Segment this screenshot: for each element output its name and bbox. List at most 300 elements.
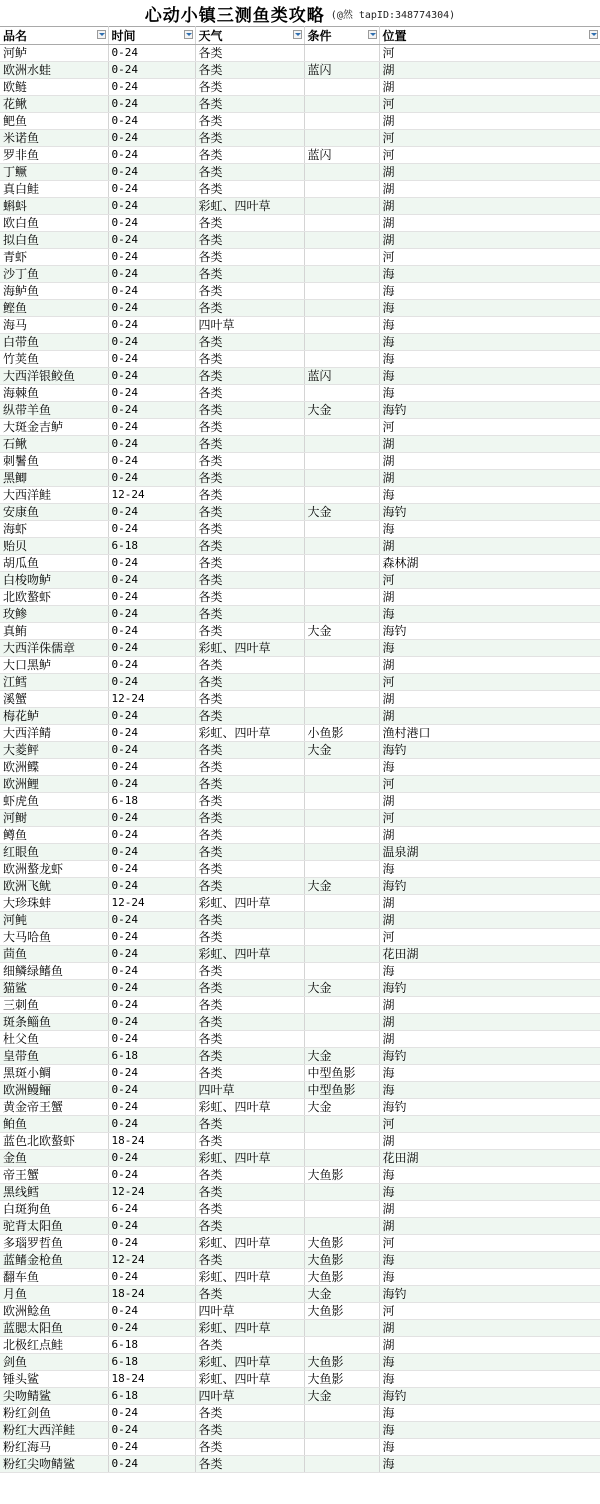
location-cell[interactable]: 海 <box>379 334 600 351</box>
fish-name-cell[interactable]: 欧洲鲶鱼 <box>0 1303 108 1320</box>
fish-name-cell[interactable]: 蓝腮太阳鱼 <box>0 1320 108 1337</box>
condition-cell[interactable] <box>304 895 379 912</box>
condition-cell[interactable] <box>304 946 379 963</box>
time-cell[interactable]: 18-24 <box>108 1286 195 1303</box>
weather-cell[interactable]: 彩虹、四叶草 <box>195 1150 304 1167</box>
time-cell[interactable]: 0-24 <box>108 198 195 215</box>
location-cell[interactable]: 湖 <box>379 895 600 912</box>
location-cell[interactable]: 海 <box>379 1082 600 1099</box>
fish-name-cell[interactable]: 大西洋鲭 <box>0 725 108 742</box>
time-cell[interactable]: 12-24 <box>108 1184 195 1201</box>
weather-cell[interactable]: 各类 <box>195 538 304 555</box>
column-header-weather[interactable] <box>195 27 304 45</box>
location-cell[interactable]: 湖 <box>379 793 600 810</box>
location-cell[interactable]: 湖 <box>379 657 600 674</box>
fish-name-cell[interactable]: 黑线鳕 <box>0 1184 108 1201</box>
filter-dropdown-icon[interactable] <box>97 30 106 39</box>
fish-name-cell[interactable]: 细鳞绿鳍鱼 <box>0 963 108 980</box>
condition-cell[interactable]: 大鱼影 <box>304 1252 379 1269</box>
weather-cell[interactable]: 彩虹、四叶草 <box>195 1371 304 1388</box>
time-cell[interactable]: 0-24 <box>108 1235 195 1252</box>
condition-cell[interactable] <box>304 589 379 606</box>
time-cell[interactable]: 0-24 <box>108 963 195 980</box>
fish-name-cell[interactable]: 鲣鱼 <box>0 300 108 317</box>
condition-cell[interactable] <box>304 181 379 198</box>
fish-name-cell[interactable]: 大菱鲆 <box>0 742 108 759</box>
weather-cell[interactable]: 各类 <box>195 232 304 249</box>
location-cell[interactable]: 海 <box>379 861 600 878</box>
fish-name-cell[interactable]: 丁鳜 <box>0 164 108 181</box>
weather-cell[interactable]: 各类 <box>195 606 304 623</box>
condition-cell[interactable] <box>304 232 379 249</box>
location-cell[interactable]: 海 <box>379 640 600 657</box>
time-cell[interactable]: 0-24 <box>108 351 195 368</box>
location-cell[interactable]: 湖 <box>379 232 600 249</box>
fish-name-cell[interactable]: 鲌鱼 <box>0 1116 108 1133</box>
time-cell[interactable]: 0-24 <box>108 419 195 436</box>
fish-name-cell[interactable]: 米诺鱼 <box>0 130 108 147</box>
weather-cell[interactable]: 彩虹、四叶草 <box>195 640 304 657</box>
fish-name-cell[interactable]: 真白鲑 <box>0 181 108 198</box>
condition-cell[interactable] <box>304 334 379 351</box>
condition-cell[interactable] <box>304 249 379 266</box>
time-cell[interactable]: 0-24 <box>108 1031 195 1048</box>
fish-name-cell[interactable]: 白带鱼 <box>0 334 108 351</box>
condition-cell[interactable] <box>304 572 379 589</box>
location-cell[interactable]: 海 <box>379 1405 600 1422</box>
location-cell[interactable]: 海 <box>379 351 600 368</box>
fish-name-cell[interactable]: 欧洲螯龙虾 <box>0 861 108 878</box>
time-cell[interactable]: 0-24 <box>108 878 195 895</box>
condition-cell[interactable] <box>304 266 379 283</box>
location-cell[interactable]: 湖 <box>379 453 600 470</box>
weather-cell[interactable]: 各类 <box>195 1184 304 1201</box>
time-cell[interactable]: 0-24 <box>108 1082 195 1099</box>
fish-name-cell[interactable]: 欧鲢 <box>0 79 108 96</box>
time-cell[interactable]: 0-24 <box>108 1167 195 1184</box>
time-cell[interactable]: 0-24 <box>108 1116 195 1133</box>
weather-cell[interactable]: 各类 <box>195 436 304 453</box>
condition-cell[interactable] <box>304 1133 379 1150</box>
fish-name-cell[interactable]: 大西洋银鲛鱼 <box>0 368 108 385</box>
condition-cell[interactable] <box>304 1218 379 1235</box>
time-cell[interactable]: 0-24 <box>108 1405 195 1422</box>
condition-cell[interactable] <box>304 113 379 130</box>
fish-name-cell[interactable]: 北极红点鲑 <box>0 1337 108 1354</box>
time-cell[interactable]: 0-24 <box>108 1065 195 1082</box>
weather-cell[interactable]: 各类 <box>195 487 304 504</box>
weather-cell[interactable]: 各类 <box>195 555 304 572</box>
weather-cell[interactable]: 各类 <box>195 62 304 79</box>
time-cell[interactable]: 0-24 <box>108 623 195 640</box>
condition-cell[interactable] <box>304 844 379 861</box>
condition-cell[interactable]: 大金 <box>304 1048 379 1065</box>
location-cell[interactable]: 海 <box>379 368 600 385</box>
time-cell[interactable]: 0-24 <box>108 725 195 742</box>
location-cell[interactable]: 海 <box>379 1422 600 1439</box>
fish-name-cell[interactable]: 刺鬐鱼 <box>0 453 108 470</box>
condition-cell[interactable] <box>304 470 379 487</box>
location-cell[interactable]: 海钓 <box>379 878 600 895</box>
weather-cell[interactable]: 各类 <box>195 45 304 62</box>
time-cell[interactable]: 0-24 <box>108 402 195 419</box>
time-cell[interactable]: 0-24 <box>108 1303 195 1320</box>
location-cell[interactable]: 海 <box>379 1167 600 1184</box>
weather-cell[interactable]: 彩虹、四叶草 <box>195 895 304 912</box>
location-cell[interactable]: 湖 <box>379 1014 600 1031</box>
column-header-location[interactable] <box>379 27 600 45</box>
location-cell[interactable]: 河 <box>379 419 600 436</box>
condition-cell[interactable]: 大金 <box>304 402 379 419</box>
location-cell[interactable]: 海 <box>379 963 600 980</box>
weather-cell[interactable]: 各类 <box>195 215 304 232</box>
time-cell[interactable]: 0-24 <box>108 640 195 657</box>
location-cell[interactable]: 湖 <box>379 708 600 725</box>
condition-cell[interactable] <box>304 419 379 436</box>
time-cell[interactable]: 0-24 <box>108 674 195 691</box>
weather-cell[interactable]: 各类 <box>195 334 304 351</box>
fish-name-cell[interactable]: 欧白鱼 <box>0 215 108 232</box>
weather-cell[interactable]: 各类 <box>195 1048 304 1065</box>
fish-name-cell[interactable]: 三刺鱼 <box>0 997 108 1014</box>
location-cell[interactable]: 湖 <box>379 912 600 929</box>
time-cell[interactable]: 0-24 <box>108 759 195 776</box>
location-cell[interactable]: 湖 <box>379 997 600 1014</box>
time-cell[interactable]: 18-24 <box>108 1371 195 1388</box>
time-cell[interactable]: 0-24 <box>108 606 195 623</box>
fish-name-cell[interactable]: 杜父鱼 <box>0 1031 108 1048</box>
weather-cell[interactable]: 各类 <box>195 453 304 470</box>
weather-cell[interactable]: 各类 <box>195 776 304 793</box>
location-cell[interactable]: 海 <box>379 385 600 402</box>
time-cell[interactable]: 6-18 <box>108 538 195 555</box>
time-cell[interactable]: 0-24 <box>108 130 195 147</box>
condition-cell[interactable]: 大金 <box>304 980 379 997</box>
location-cell[interactable]: 海 <box>379 1065 600 1082</box>
weather-cell[interactable]: 各类 <box>195 266 304 283</box>
condition-cell[interactable] <box>304 929 379 946</box>
fish-name-cell[interactable]: 鲃鱼 <box>0 113 108 130</box>
location-cell[interactable]: 河 <box>379 929 600 946</box>
time-cell[interactable]: 0-24 <box>108 317 195 334</box>
condition-cell[interactable] <box>304 674 379 691</box>
fish-name-cell[interactable]: 拟白鱼 <box>0 232 108 249</box>
condition-cell[interactable] <box>304 691 379 708</box>
fish-name-cell[interactable]: 纵带羊鱼 <box>0 402 108 419</box>
condition-cell[interactable] <box>304 861 379 878</box>
condition-cell[interactable] <box>304 453 379 470</box>
fish-name-cell[interactable]: 粉红大西洋鲑 <box>0 1422 108 1439</box>
fish-name-cell[interactable]: 多瑙罗哲鱼 <box>0 1235 108 1252</box>
location-cell[interactable]: 湖 <box>379 589 600 606</box>
condition-cell[interactable] <box>304 1439 379 1456</box>
fish-name-cell[interactable]: 驼背太阳鱼 <box>0 1218 108 1235</box>
location-cell[interactable]: 海 <box>379 1439 600 1456</box>
weather-cell[interactable]: 各类 <box>195 963 304 980</box>
weather-cell[interactable]: 彩虹、四叶草 <box>195 1320 304 1337</box>
weather-cell[interactable]: 各类 <box>195 79 304 96</box>
weather-cell[interactable]: 各类 <box>195 1201 304 1218</box>
fish-name-cell[interactable]: 蓝色北欧螯虾 <box>0 1133 108 1150</box>
time-cell[interactable]: 0-24 <box>108 249 195 266</box>
fish-name-cell[interactable]: 锤头鲨 <box>0 1371 108 1388</box>
time-cell[interactable]: 0-24 <box>108 266 195 283</box>
condition-cell[interactable] <box>304 130 379 147</box>
time-cell[interactable]: 0-24 <box>108 436 195 453</box>
location-cell[interactable]: 海 <box>379 283 600 300</box>
fish-name-cell[interactable]: 粉红海马 <box>0 1439 108 1456</box>
fish-name-cell[interactable]: 贻贝 <box>0 538 108 555</box>
fish-name-cell[interactable]: 黑鲫 <box>0 470 108 487</box>
time-cell[interactable]: 0-24 <box>108 521 195 538</box>
time-cell[interactable]: 0-24 <box>108 657 195 674</box>
weather-cell[interactable]: 各类 <box>195 844 304 861</box>
location-cell[interactable]: 湖 <box>379 113 600 130</box>
time-cell[interactable]: 0-24 <box>108 1099 195 1116</box>
fish-name-cell[interactable]: 河鲀 <box>0 912 108 929</box>
time-cell[interactable]: 0-24 <box>108 215 195 232</box>
condition-cell[interactable] <box>304 198 379 215</box>
condition-cell[interactable] <box>304 963 379 980</box>
weather-cell[interactable]: 彩虹、四叶草 <box>195 1269 304 1286</box>
time-cell[interactable]: 0-24 <box>108 589 195 606</box>
time-cell[interactable]: 12-24 <box>108 691 195 708</box>
condition-cell[interactable] <box>304 912 379 929</box>
location-cell[interactable]: 海 <box>379 266 600 283</box>
column-header-name[interactable] <box>0 27 108 45</box>
condition-cell[interactable]: 大金 <box>304 1388 379 1405</box>
weather-cell[interactable]: 各类 <box>195 147 304 164</box>
weather-cell[interactable]: 各类 <box>195 1116 304 1133</box>
time-cell[interactable]: 0-24 <box>108 300 195 317</box>
fish-name-cell[interactable]: 尖吻鲭鲨 <box>0 1388 108 1405</box>
location-cell[interactable]: 海钓 <box>379 980 600 997</box>
condition-cell[interactable] <box>304 164 379 181</box>
location-cell[interactable]: 湖 <box>379 1218 600 1235</box>
weather-cell[interactable]: 各类 <box>195 793 304 810</box>
location-cell[interactable]: 河 <box>379 249 600 266</box>
fish-name-cell[interactable]: 海虾 <box>0 521 108 538</box>
weather-cell[interactable]: 彩虹、四叶草 <box>195 946 304 963</box>
fish-name-cell[interactable]: 大斑金吉鲈 <box>0 419 108 436</box>
time-cell[interactable]: 6-18 <box>108 1388 195 1405</box>
time-cell[interactable]: 12-24 <box>108 895 195 912</box>
weather-cell[interactable]: 各类 <box>195 657 304 674</box>
weather-cell[interactable]: 各类 <box>195 368 304 385</box>
weather-cell[interactable]: 各类 <box>195 912 304 929</box>
fish-name-cell[interactable]: 真鲔 <box>0 623 108 640</box>
location-cell[interactable]: 河 <box>379 572 600 589</box>
fish-name-cell[interactable]: 欧洲鲽 <box>0 759 108 776</box>
fish-name-cell[interactable]: 鳟鱼 <box>0 827 108 844</box>
fish-name-cell[interactable]: 黑斑小鲷 <box>0 1065 108 1082</box>
weather-cell[interactable]: 各类 <box>195 997 304 1014</box>
weather-cell[interactable]: 四叶草 <box>195 1303 304 1320</box>
location-cell[interactable]: 海钓 <box>379 504 600 521</box>
condition-cell[interactable] <box>304 1422 379 1439</box>
time-cell[interactable]: 0-24 <box>108 1269 195 1286</box>
weather-cell[interactable]: 各类 <box>195 164 304 181</box>
time-cell[interactable]: 0-24 <box>108 96 195 113</box>
weather-cell[interactable]: 彩虹、四叶草 <box>195 1099 304 1116</box>
location-cell[interactable]: 海 <box>379 1354 600 1371</box>
weather-cell[interactable]: 各类 <box>195 283 304 300</box>
time-cell[interactable]: 0-24 <box>108 827 195 844</box>
time-cell[interactable]: 6-18 <box>108 1337 195 1354</box>
weather-cell[interactable]: 各类 <box>195 300 304 317</box>
condition-cell[interactable]: 大鱼影 <box>304 1235 379 1252</box>
weather-cell[interactable]: 各类 <box>195 1422 304 1439</box>
condition-cell[interactable] <box>304 793 379 810</box>
weather-cell[interactable]: 各类 <box>195 1167 304 1184</box>
fish-name-cell[interactable]: 白梭吻鲈 <box>0 572 108 589</box>
condition-cell[interactable] <box>304 215 379 232</box>
location-cell[interactable]: 湖 <box>379 198 600 215</box>
location-cell[interactable]: 海钓 <box>379 623 600 640</box>
location-cell[interactable]: 湖 <box>379 691 600 708</box>
fish-name-cell[interactable]: 花鳅 <box>0 96 108 113</box>
location-cell[interactable]: 海钓 <box>379 742 600 759</box>
time-cell[interactable]: 12-24 <box>108 487 195 504</box>
location-cell[interactable]: 温泉湖 <box>379 844 600 861</box>
location-cell[interactable]: 河 <box>379 776 600 793</box>
fish-name-cell[interactable]: 江鳕 <box>0 674 108 691</box>
location-cell[interactable]: 河 <box>379 96 600 113</box>
location-cell[interactable]: 河 <box>379 810 600 827</box>
time-cell[interactable]: 0-24 <box>108 470 195 487</box>
location-cell[interactable]: 海 <box>379 487 600 504</box>
fish-name-cell[interactable]: 茴鱼 <box>0 946 108 963</box>
location-cell[interactable]: 海钓 <box>379 1286 600 1303</box>
condition-cell[interactable] <box>304 997 379 1014</box>
condition-cell[interactable] <box>304 385 379 402</box>
weather-cell[interactable]: 各类 <box>195 1439 304 1456</box>
time-cell[interactable]: 0-24 <box>108 742 195 759</box>
time-cell[interactable]: 0-24 <box>108 147 195 164</box>
weather-cell[interactable]: 各类 <box>195 878 304 895</box>
weather-cell[interactable]: 四叶草 <box>195 317 304 334</box>
condition-cell[interactable]: 蓝闪 <box>304 368 379 385</box>
fish-name-cell[interactable]: 欧洲鲤 <box>0 776 108 793</box>
condition-cell[interactable]: 大鱼影 <box>304 1303 379 1320</box>
condition-cell[interactable] <box>304 1337 379 1354</box>
weather-cell[interactable]: 各类 <box>195 810 304 827</box>
weather-cell[interactable]: 各类 <box>195 572 304 589</box>
fish-name-cell[interactable]: 翻车鱼 <box>0 1269 108 1286</box>
time-cell[interactable]: 0-24 <box>108 1150 195 1167</box>
condition-cell[interactable] <box>304 317 379 334</box>
condition-cell[interactable]: 小鱼影 <box>304 725 379 742</box>
fish-name-cell[interactable]: 海马 <box>0 317 108 334</box>
weather-cell[interactable]: 彩虹、四叶草 <box>195 198 304 215</box>
condition-cell[interactable] <box>304 1456 379 1473</box>
condition-cell[interactable] <box>304 555 379 572</box>
weather-cell[interactable]: 各类 <box>195 929 304 946</box>
condition-cell[interactable]: 大金 <box>304 878 379 895</box>
weather-cell[interactable]: 各类 <box>195 589 304 606</box>
weather-cell[interactable]: 各类 <box>195 1337 304 1354</box>
location-cell[interactable]: 湖 <box>379 1201 600 1218</box>
weather-cell[interactable]: 各类 <box>195 1218 304 1235</box>
time-cell[interactable]: 0-24 <box>108 368 195 385</box>
weather-cell[interactable]: 各类 <box>195 1133 304 1150</box>
location-cell[interactable]: 海 <box>379 1456 600 1473</box>
weather-cell[interactable]: 各类 <box>195 674 304 691</box>
weather-cell[interactable]: 各类 <box>195 691 304 708</box>
location-cell[interactable]: 海 <box>379 317 600 334</box>
time-cell[interactable]: 0-24 <box>108 1456 195 1473</box>
location-cell[interactable]: 河 <box>379 1235 600 1252</box>
location-cell[interactable]: 湖 <box>379 436 600 453</box>
fish-name-cell[interactable]: 粉红尖吻鲭鲨 <box>0 1456 108 1473</box>
condition-cell[interactable]: 大金 <box>304 1286 379 1303</box>
location-cell[interactable]: 湖 <box>379 1031 600 1048</box>
fish-name-cell[interactable]: 安康鱼 <box>0 504 108 521</box>
weather-cell[interactable]: 各类 <box>195 130 304 147</box>
time-cell[interactable]: 0-24 <box>108 861 195 878</box>
fish-name-cell[interactable]: 欧洲鳗鲡 <box>0 1082 108 1099</box>
time-cell[interactable]: 0-24 <box>108 572 195 589</box>
fish-name-cell[interactable]: 河鲥 <box>0 810 108 827</box>
weather-cell[interactable]: 各类 <box>195 113 304 130</box>
weather-cell[interactable]: 各类 <box>195 1405 304 1422</box>
time-cell[interactable]: 0-24 <box>108 1422 195 1439</box>
condition-cell[interactable] <box>304 351 379 368</box>
location-cell[interactable]: 湖 <box>379 1337 600 1354</box>
time-cell[interactable]: 6-18 <box>108 793 195 810</box>
filter-dropdown-icon[interactable] <box>368 30 377 39</box>
fish-name-cell[interactable]: 河鲈 <box>0 45 108 62</box>
condition-cell[interactable]: 中型鱼影 <box>304 1082 379 1099</box>
location-cell[interactable]: 河 <box>379 1303 600 1320</box>
time-cell[interactable]: 6-18 <box>108 1354 195 1371</box>
weather-cell[interactable]: 彩虹、四叶草 <box>195 1354 304 1371</box>
time-cell[interactable]: 0-24 <box>108 453 195 470</box>
time-cell[interactable]: 0-24 <box>108 946 195 963</box>
weather-cell[interactable]: 各类 <box>195 419 304 436</box>
time-cell[interactable]: 0-24 <box>108 385 195 402</box>
weather-cell[interactable]: 各类 <box>195 623 304 640</box>
fish-name-cell[interactable]: 海鲈鱼 <box>0 283 108 300</box>
time-cell[interactable]: 0-24 <box>108 929 195 946</box>
location-cell[interactable]: 海 <box>379 300 600 317</box>
condition-cell[interactable]: 蓝闪 <box>304 62 379 79</box>
condition-cell[interactable] <box>304 708 379 725</box>
condition-cell[interactable] <box>304 1031 379 1048</box>
location-cell[interactable]: 海 <box>379 1252 600 1269</box>
fish-name-cell[interactable]: 青虾 <box>0 249 108 266</box>
weather-cell[interactable]: 各类 <box>195 1031 304 1048</box>
fish-name-cell[interactable]: 欧洲飞鱿 <box>0 878 108 895</box>
time-cell[interactable]: 0-24 <box>108 1439 195 1456</box>
location-cell[interactable]: 湖 <box>379 1320 600 1337</box>
location-cell[interactable]: 湖 <box>379 79 600 96</box>
time-cell[interactable]: 0-24 <box>108 181 195 198</box>
time-cell[interactable]: 0-24 <box>108 708 195 725</box>
location-cell[interactable]: 海 <box>379 759 600 776</box>
fish-name-cell[interactable]: 粉红剑鱼 <box>0 1405 108 1422</box>
time-cell[interactable]: 0-24 <box>108 504 195 521</box>
time-cell[interactable]: 0-24 <box>108 776 195 793</box>
time-cell[interactable]: 18-24 <box>108 1133 195 1150</box>
time-cell[interactable]: 6-18 <box>108 1048 195 1065</box>
condition-cell[interactable]: 大鱼影 <box>304 1167 379 1184</box>
condition-cell[interactable] <box>304 79 379 96</box>
location-cell[interactable]: 海钓 <box>379 1388 600 1405</box>
condition-cell[interactable] <box>304 606 379 623</box>
time-cell[interactable]: 0-24 <box>108 912 195 929</box>
location-cell[interactable]: 湖 <box>379 181 600 198</box>
